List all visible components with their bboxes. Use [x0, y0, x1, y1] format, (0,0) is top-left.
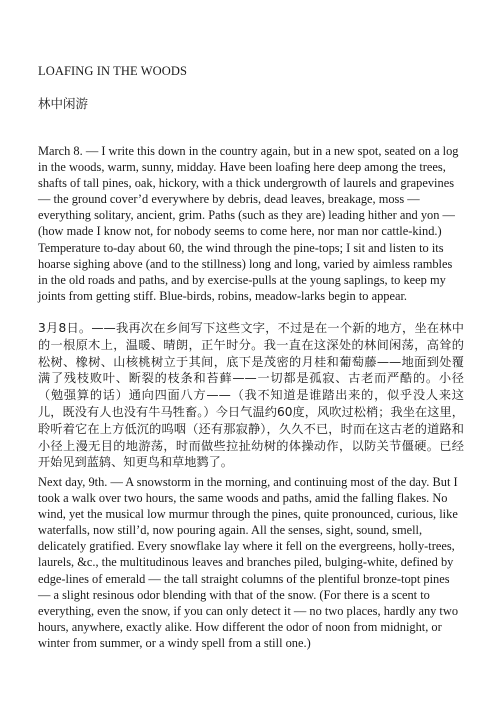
paragraph-next-day-english: Next day, 9th. — A snowstorm in the morning, and continuing most of the day. But I took a walk over two hours, the same woods and paths, amid the falling flakes. No wind, yet the musical low murmur through the pines, quite pronounced, curious, like waterfalls, now still’d, now pouring again. All the senses, sight, sound, smell, delicately gratified. Every snowflake lay where it fell on the evergreens, holly-trees, laurels, &c., the multitudinous leaves and branches piled, bulging-white, defined by edge-lines of emerald — the tall straight columns of the plentiful bronze-topt pines — a slight resinous odor blending with that of the snow. (For there is a scent to everything, even the snow, if you can only detect it — no two places, hardly any two hours, anywhere, exactly alike. How different the odor of noon from midnight, or winter from summer, or a windy spell from a still one.) — [38, 475, 459, 650]
paragraph-march-8-chinese: 3月8日。——我再次在乡间写下这些文字，不过是在一个新的地方，坐在林中的一根原木上，温暖、晴朗，正午时分。我一直在这深处的林间闲荡，高耸的松树、橡树、山核桃树立于其间，底下是茂密的月桂和葡萄藤——地面到处覆满了残枝败叶、断裂的枝条和苔藓——一切都是孤寂、古老而严酷的。小径（勉强算的话）通向四面八方——（我不知道是谁踏出来的，似乎没人来这儿，既没有人也没有牛马牲畜。）今日气温约60度，风吹过松梢；我坐在这里，聆听着它在上方低沉的呜咽（还有那寂静），久久不已，时而在这古老的道路和小径上漫无目的地游荡，时而做些拉扯幼树的体操动作，以防关节僵硬。已经开始见到蓝鸫、知更鸟和草地鹨了。 — [38, 321, 464, 470]
title-english: LOAFING IN THE WOODS — [38, 64, 188, 78]
paragraph-march-8-english: March 8. — I write this down in the country again, but in a new spot, seated on a log in the woods, warm, sunny, midday. Have been loafing here deep among the trees, shafts of tall pines, oak, hickory, with a thick undergrowth of laurels and grapevines — the ground cover’d everywhere by debris, dead leaves, breakage, moss — everything solitary, ancient, grim. Paths (such as they are) leading hither and yon — (how made I know not, for nobody seems to come here, nor man nor cattle-kind.) Temperature to-day about 60, the wind through the pine-tops; I sit and listen to its hoarse sighing above (and to the stillness) long and long, varied by aimless rambles in the old roads and paths, and by exercise-pulls at the young saplings, to keep my joints from getting stiff. Blue-birds, robins, meadow-larks begin to appear. — [38, 144, 459, 303]
title-chinese: 林中闲游 — [38, 96, 89, 111]
